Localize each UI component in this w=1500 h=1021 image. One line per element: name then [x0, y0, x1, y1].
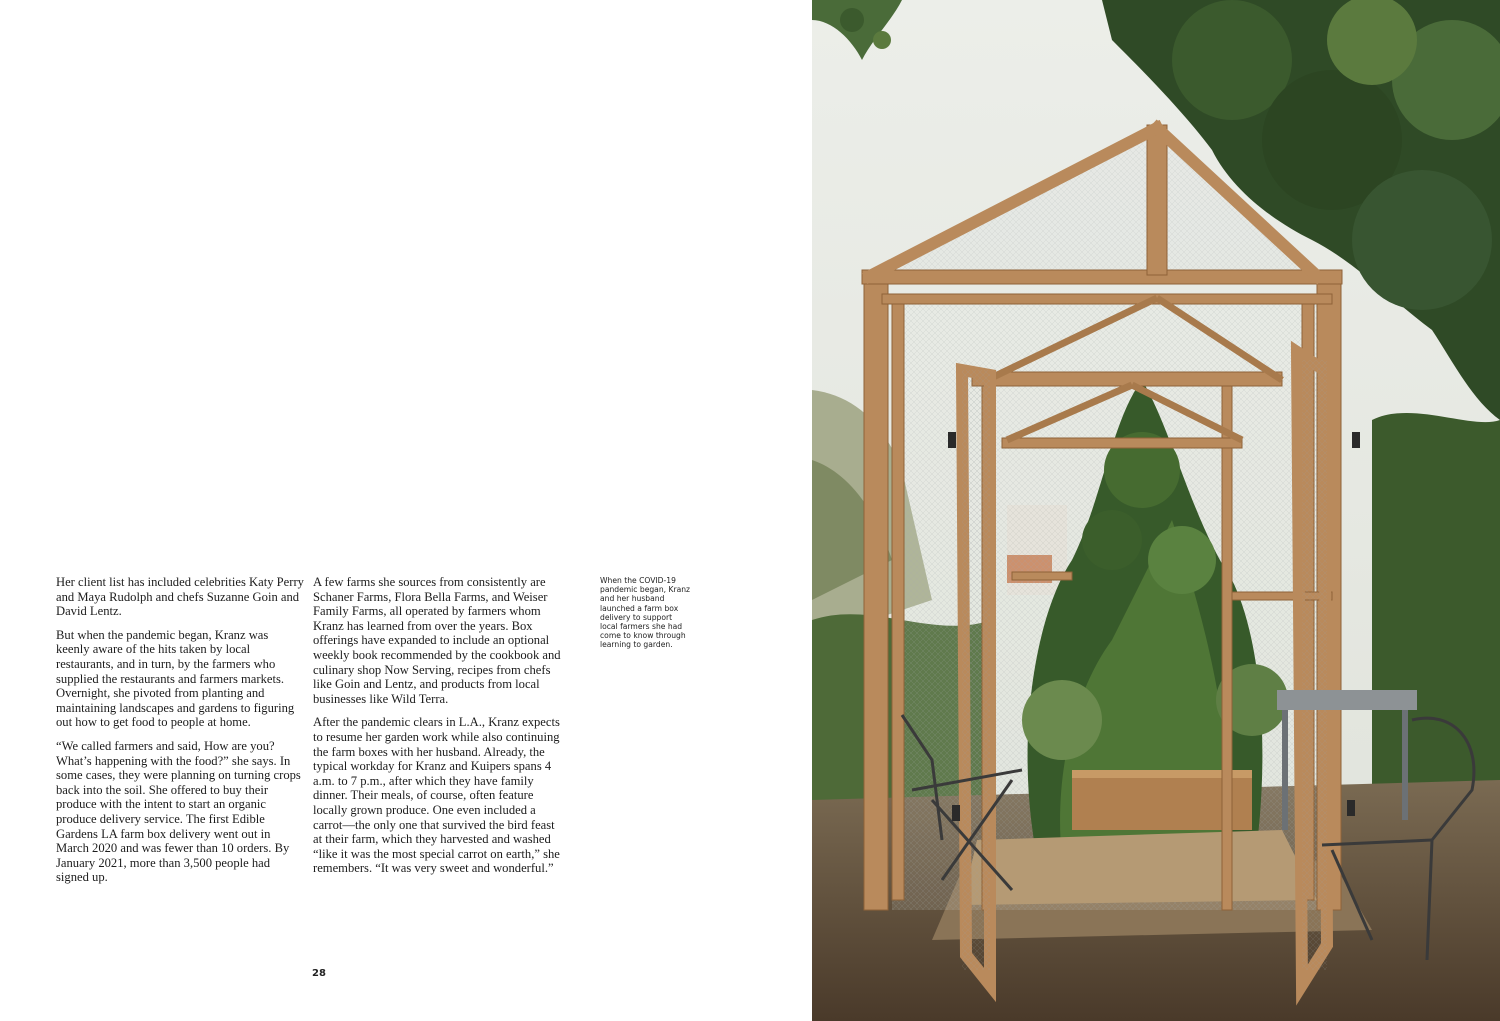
paragraph: A few farms she sources from consistently are Schaner Farms, Flora Bella Farms, and Weiser Family Farms, all operated by farmers whom Kranz has learned from over the years. Box offerings have expanded to include an optional weekly book recommended by the cookbook and culinary shop Now Serving, recipes from chefs like Goin and Lentz, and products from local businesses like Wild Terra. [313, 575, 561, 706]
paragraph: But when the pandemic began, Kranz was keenly aware of the hits taken by local restaurants, and in turn, by the farmers who supplied the restaurants and farmers markets. Overnight, she pivoted from planting and maintaining landscapes and gardens to figuring out how to get food to people at home. [56, 627, 295, 730]
page-number: 28 [312, 968, 326, 979]
greenhouse-photo [812, 0, 1500, 1021]
paragraph: After the pandemic clears in L.A., Kranz expects to resume her garden work while also continuing the farm boxes with her husband. Already, the typical workday for Kranz and Kuipers spans 4 a.m. to 7 p.m., after which they have family dinner. Their meals, of course, often feature locally grown produce. One even included a carrot—the only one that survived the bird feast at their farm, which they harvested and washed “like it was the most special carrot on earth,” she remembers. “It was very sweet and wonderful.” [313, 715, 560, 876]
article-column-2 [313, 575, 563, 885]
article-column-1 [56, 575, 304, 894]
paragraph: “We called farmers and said, How are you? What’s happening with the food?” she says. In some cases, they were planning on turning crops back into the soil. She offered to buy their produce with the intent to start an organic produce delivery service. The first Edible Gardens LA farm box delivery went out in March 2020 and was fewer than 10 orders. By January 2021, more than 3,500 people had signed up. [56, 738, 301, 885]
greenhouse-illustration [812, 0, 1500, 1021]
photo-caption: When the COVID-19 pandemic began, Kranz and her husband launched a farm box delivery to support local farmers she had come to know through learning to garden. [600, 576, 691, 650]
paragraph: Her client list has included celebrities Katy Perry and Maya Rudolph and chefs Suzanne Goin and David Lentz. [56, 575, 304, 619]
